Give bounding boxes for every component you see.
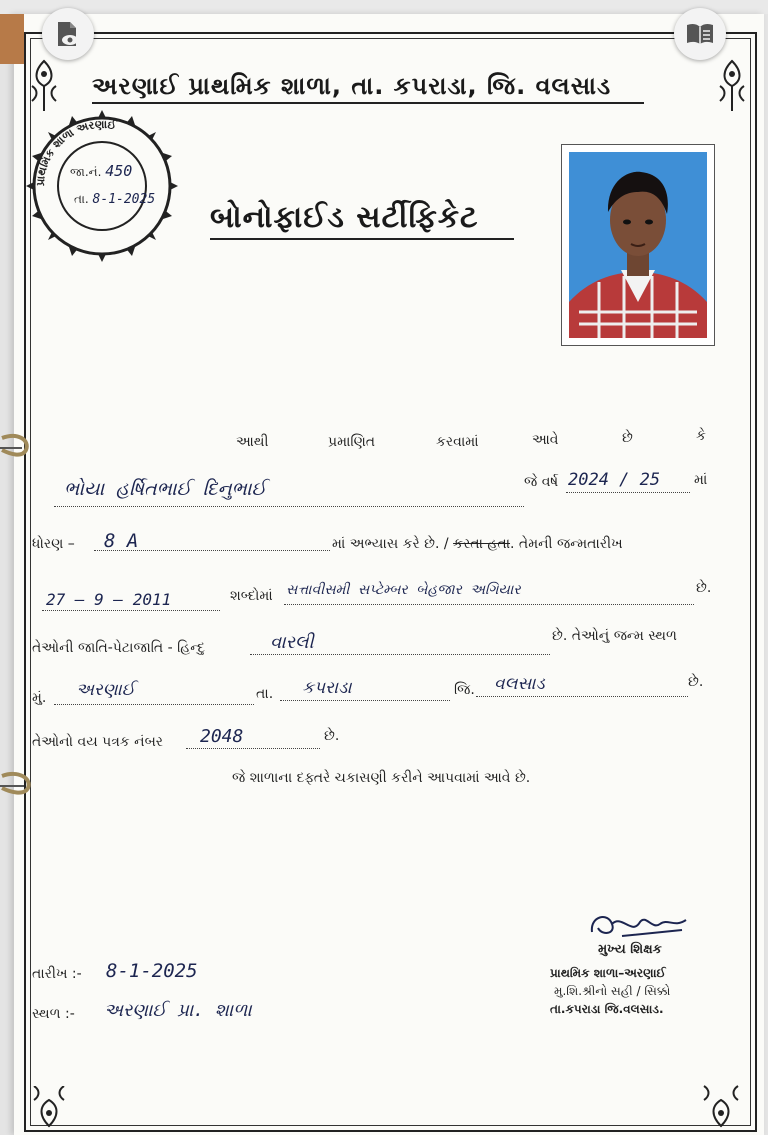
taluka-label: તા. — [256, 686, 274, 702]
corner-ornament-bottom-right — [696, 1082, 746, 1132]
stamp-date-label: તા. — [74, 192, 89, 206]
stamp-date-value: 8-1-2025 — [92, 192, 156, 207]
verification-statement: જે શાળાના દફ્તરે ચકાસણી કરીને આપવામાં આવે છે. — [232, 770, 531, 786]
dob-words-suffix: છે. — [696, 580, 712, 596]
intro-word-2: પ્રમાણિત — [328, 434, 376, 450]
school-stamp — [22, 106, 182, 266]
intro-word-1: આથી — [236, 434, 269, 450]
village-line — [54, 704, 254, 705]
binder-ring-lower — [0, 766, 36, 802]
village-label: મું. — [32, 690, 47, 706]
issue-date-label: તારીખ :- — [32, 966, 82, 982]
issue-date-value: 8-1-2025 — [106, 960, 198, 982]
intro-word-5: છે — [622, 430, 633, 446]
caste-line — [250, 654, 550, 655]
year-label: જે વર્ષ — [524, 474, 559, 490]
certificate-page — [14, 14, 764, 1135]
issue-place-label: સ્થળ :- — [32, 1006, 75, 1022]
school-name: અરણાઈ પ્રાથમિક શાળા, તા. કપરાડા, જિ. વલસાડ — [92, 72, 612, 100]
intro-word-6: કે — [696, 428, 706, 444]
headmaster-signature — [582, 906, 692, 946]
dob-line — [42, 610, 220, 611]
taluka-line — [280, 700, 450, 701]
stamp-date — [74, 192, 155, 207]
taluka-value: કપરાડા — [302, 678, 352, 698]
student-photo — [569, 152, 707, 338]
signatory-title: મુખ્ય શિક્ષક — [598, 942, 662, 957]
district-line — [476, 696, 688, 697]
dob-words-label: શબ્દોમાં — [230, 588, 273, 604]
year-line — [566, 492, 690, 493]
village-value: અરણાઈ — [76, 680, 135, 700]
seal-line-3: તા.કપરાડા જિ.વલસાડ. — [550, 1002, 664, 1016]
certificate-title: બોનોફાઈડ સર્ટીફિકેટ — [210, 200, 479, 235]
district-value: વલસાડ — [494, 674, 545, 694]
place-suffix: છે. — [688, 674, 704, 690]
year-suffix: માં — [694, 472, 708, 488]
year-value: 2024 / 25 — [568, 470, 661, 490]
std-label: ધોરણ – — [32, 536, 75, 552]
seal-line-2: મુ.શિ.શ્રીનો સહી / સિક્કો — [554, 984, 671, 998]
register-suffix: છે. — [324, 728, 340, 744]
reader-mode-button[interactable] — [674, 8, 726, 60]
certificate-title-underline — [210, 238, 514, 240]
issue-place-value: અરણાઈ પ્રા. શાળા — [104, 1000, 252, 1021]
study-tail: . તેમની જન્મતારીખ — [510, 536, 623, 552]
birthplace-label: છે. તેઓનું જન્મ સ્થળ — [552, 628, 677, 644]
student-name: ભોયા હર્ષિતભાઈ દિનુભાઈ — [64, 478, 267, 500]
student-name-line — [54, 506, 524, 507]
student-photo-frame — [561, 144, 715, 346]
book-reader-icon — [685, 22, 715, 46]
dob-value: 27 – 9 – 2011 — [46, 590, 172, 609]
study-text: માં અભ્યાસ કરે છે. / — [332, 536, 449, 552]
corner-ornament-top-right — [712, 56, 752, 116]
study-struck: કરતા હતા — [453, 536, 511, 552]
district-label: જિ. — [454, 682, 475, 698]
intro-word-3: કરવામાં — [436, 434, 479, 450]
std-value: 8 A — [104, 530, 139, 552]
stamp-ref — [70, 162, 132, 180]
view-document-button[interactable] — [42, 8, 94, 60]
school-name-underline — [92, 102, 644, 104]
intro-word-4: આવે — [532, 432, 559, 448]
dob-words-line — [284, 604, 694, 605]
register-value: 2048 — [200, 726, 244, 747]
study-status — [332, 536, 623, 552]
register-line — [186, 748, 320, 749]
caste-label: તેઓની જાતિ-પેટાજાતિ - હિન્દુ — [32, 640, 206, 656]
std-line — [94, 550, 330, 551]
seal-line-1: પ્રાથમિક શાળા–અરણાઈ — [550, 966, 666, 980]
caste-value: વારલી — [270, 632, 314, 653]
stamp-ref-label: જા.નં. — [70, 165, 102, 179]
register-label: તેઓનો વય પત્રક નંબર — [32, 734, 164, 750]
binder-ring-upper — [0, 428, 32, 464]
status-strip — [0, 0, 768, 14]
stamp-ref-value: 450 — [105, 162, 133, 180]
document-eye-icon — [55, 20, 81, 48]
stamp-ring-text: પ્રાથમિક શાળા અરણાઈ — [33, 117, 118, 187]
corner-ornament-bottom-left — [24, 1086, 74, 1132]
background-edge — [0, 14, 24, 64]
dob-words-value: સત્તાવીસમી સપ્ટેમ્બર બેહજાર અગિયાર — [286, 582, 521, 598]
